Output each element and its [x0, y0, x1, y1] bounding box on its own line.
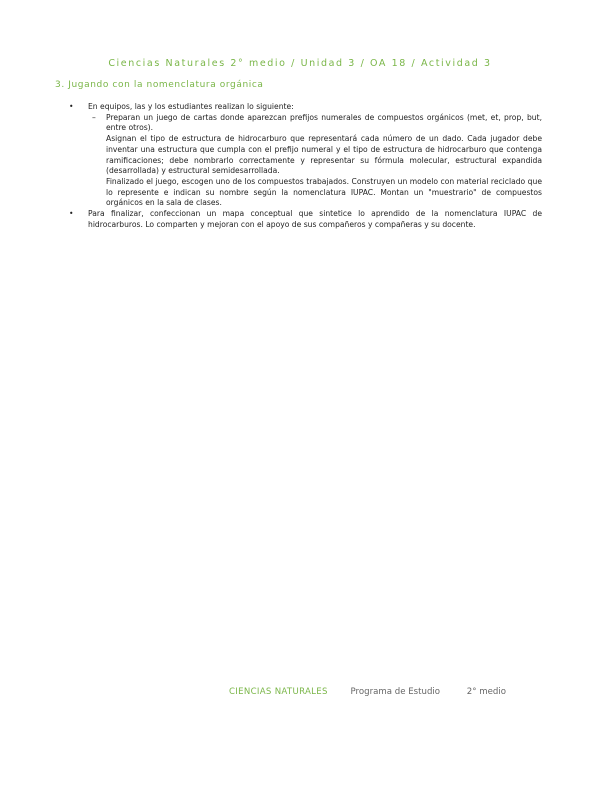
- sub-list-paragraph: Finalizado el juego, escogen uno de los compuestos trabajados. Construyen un modelo con material reciclado que lo represente e indican su nombre según la nomenclatura IUPAC. Montan un "muestrario" de compuestos orgánicos en la sala de clases.: [106, 176, 542, 208]
- list-item: [60, 102, 542, 209]
- footer-program: Programa de Estudio: [350, 687, 441, 697]
- sub-list-paragraph: Asignan el tipo de estructura de hidrocarburo que representará cada número de un dado. Cada jugador debe inventar una estructura que cumpla con el prefijo numeral y el tipo de estructura de hidrocarburo que contenga ramificaciones; debe nombrarlo correctamente y representar su fórmula molecular, estructural expandida (desarrollada) y estructural semidesarrollada.: [106, 134, 542, 176]
- page-header-title: Ciencias Naturales 2° medio / Unidad 3 / OA 18 / Actividad 3: [108, 58, 492, 69]
- main-bullet-list: [60, 102, 542, 230]
- sub-list-item: – Preparan un juego de cartas donde aparezcan prefijos numerales de compuestos orgánicos (met, et, prop, but, entre otros).: [106, 113, 542, 134]
- activity-subtitle: 3. Jugando con la nomenclatura orgánica: [55, 80, 264, 90]
- list-item: [60, 209, 542, 230]
- activity-content: [60, 102, 542, 230]
- footer-level: 2° medio: [466, 687, 507, 697]
- bullet-text: En equipos, las y los estudiantes realizan lo siguiente:: [88, 102, 294, 111]
- page-footer: [229, 687, 506, 697]
- bullet-text: Para finalizar, confeccionan un mapa conceptual que sintetice lo aprendido de la nomenclatura IUPAC de hidrocarburos. Lo comparten y mejoran con el apoyo de sus compañeros y compañeras y su docente.: [88, 209, 542, 229]
- sub-list: [88, 113, 542, 209]
- footer-subject: CIENCIAS NATURALES: [229, 687, 328, 697]
